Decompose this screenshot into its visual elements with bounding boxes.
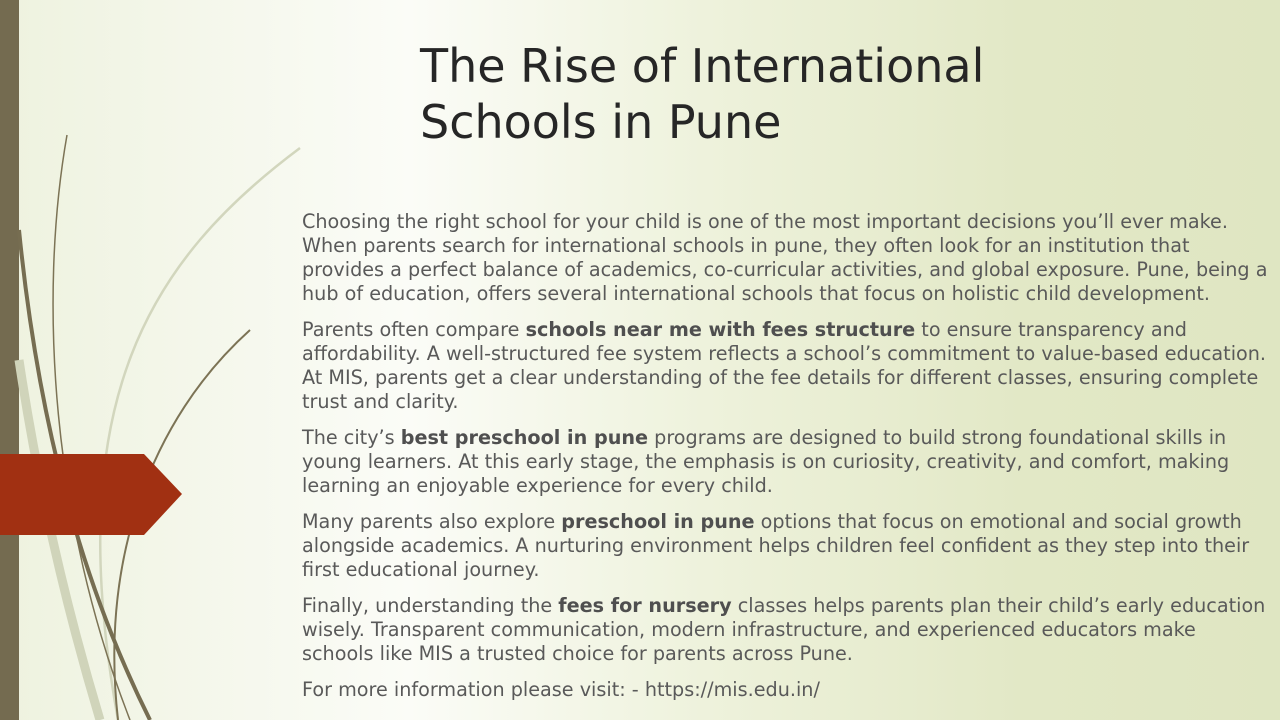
paragraph-preschool-text-before: Many parents also explore bbox=[302, 510, 562, 533]
paragraph-preschool-text-after: options that focus on emotional and social growth alongside academics. A nurturing environment helps children feel confident as they step into their first educational journey. bbox=[302, 510, 1250, 581]
paragraph-best-preschool-text-after: programs are designed to build strong foundational skills in young learners. At this early stage, the emphasis is on curiosity, creativity, and comfort, making learning an enjoyable experience for every child. bbox=[302, 426, 1230, 497]
keyword-best-preschool: best preschool in pune bbox=[400, 426, 649, 449]
paragraph-intro bbox=[302, 210, 1268, 306]
paragraph-fees-structure-text-after: to ensure transparency and affordability. A well-structured fee system reflects a school’s commitment to value-based education. At MIS, parents get a clear understanding of the fee details for different classes, ensuring complete trust and clarity. bbox=[302, 318, 1267, 413]
flag-shape bbox=[0, 454, 182, 535]
more-info-text: For more information please visit: - https://mis.edu.in/ bbox=[302, 678, 820, 701]
paragraph-nursery-fees-text-after: classes helps parents plan their child’s early education wisely. Transparent communication, modern infrastructure, and experienced educators make schools like MIS a trusted choice for parents across Pune. bbox=[302, 594, 1266, 665]
paragraph-preschool bbox=[302, 510, 1268, 582]
keyword-schools-near-me: schools near me with fees structure bbox=[525, 318, 916, 341]
paragraph-intro-text: Choosing the right school for your child is one of the most important decisions you’ll ever make. When parents search for international schools in pune, they often look for an institution that provides a perfect balance of academics, co-curricular activities, and global exposure. Pune, being a hub of education, offers several international schools that focus on holistic child development. bbox=[302, 210, 1268, 305]
keyword-fees-for-nursery: fees for nursery bbox=[558, 594, 732, 617]
paragraph-fees-structure bbox=[302, 318, 1268, 414]
paragraph-best-preschool-text-before: The city’s bbox=[302, 426, 401, 449]
paragraph-nursery-fees-text-before: Finally, understanding the bbox=[302, 594, 559, 617]
paragraph-fees-structure-text-before: Parents often compare bbox=[302, 318, 526, 341]
slide-title bbox=[420, 38, 1240, 150]
title-line-2: Schools in Pune bbox=[420, 95, 782, 149]
paragraph-best-preschool bbox=[302, 426, 1268, 498]
red-arrow-flag bbox=[0, 0, 190, 720]
paragraph-nursery-fees bbox=[302, 594, 1268, 666]
keyword-preschool-in-pune: preschool in pune bbox=[561, 510, 755, 533]
paragraph-more-info bbox=[302, 678, 1268, 702]
slide-body bbox=[302, 210, 1268, 714]
title-line-1: The Rise of International bbox=[420, 39, 985, 93]
